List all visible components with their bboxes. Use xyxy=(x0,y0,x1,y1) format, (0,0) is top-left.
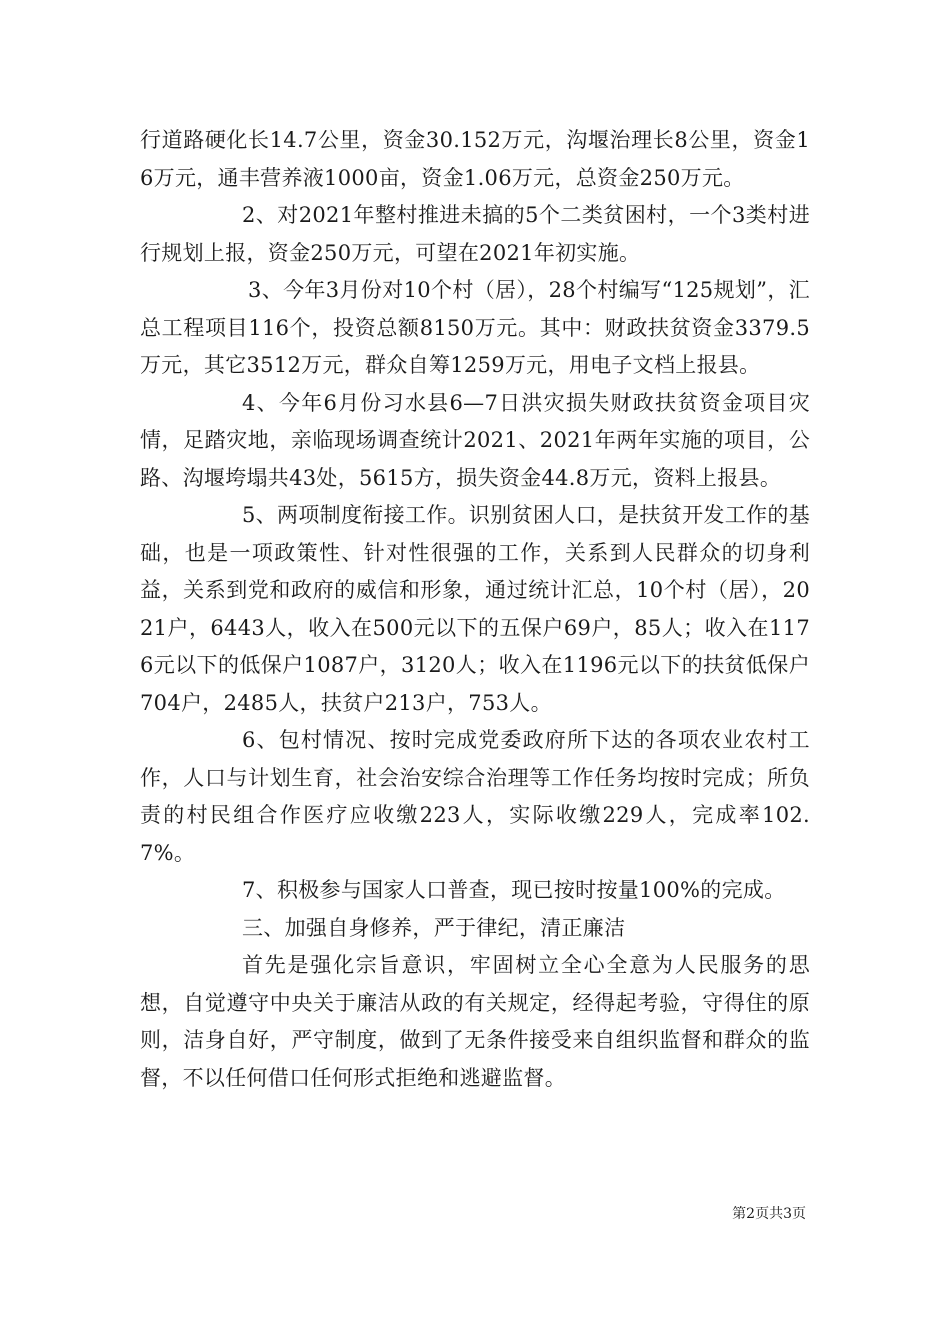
paragraph-item-7: 7、积极参与国家人口普查，现已按时按量100%的完成。 xyxy=(242,878,786,902)
document-body xyxy=(140,122,810,1097)
section-heading-3: 三、加强自身修养，严于律纪，清正廉洁 xyxy=(242,915,626,940)
paragraph-item-3: 3、今年3月份对10个村（居），28个村编写“125规划”，汇总工程项目116个，投资总额8150万元。其中：财政扶贫资金3379.5万元，其它3512万元，群众自筹1259万元，用电子文档上报县。 xyxy=(140,278,810,377)
paragraph-item-5: 5、两项制度衔接工作。识别贫困人口，是扶贫开发工作的基础，也是一项政策性、针对性很强的工作，关系到人民群众的切身利益，关系到党和政府的威信和形象，通过统计汇总，10个村（居），2021户，6443人，收入在500元以下的五保户69户，85人；收入在1176元以下的低保户1087户，3120人；收入在1196元以下的扶贫低保户704户，2485人，扶贫户213户，753人。 xyxy=(140,503,810,715)
paragraph-item-2: 2、对2021年整村推进未搞的5个二类贫困村，一个3类村进行规划上报，资金250万元，可望在2021年初实施。 xyxy=(140,203,810,265)
paragraph-item-4: 4、今年6月份习水县6—7日洪灾损失财政扶贫资金项目灾情，足踏灾地，亲临现场调查统计2021、2021年两年实施的项目，公路、沟堰垮塌共43处，5615方，损失资金44.8万元，资料上报县。 xyxy=(140,390,810,490)
paragraph-section-3-body: 首先是强化宗旨意识，牢固树立全心全意为人民服务的思想，自觉遵守中央关于廉洁从政的有关规定，经得起考验，守得住的原则，洁身自好，严守制度，做到了无条件接受来自组织监督和群众的监督，不以任何借口任何形式拒绝和逃避监督。 xyxy=(140,953,810,1090)
paragraph-item-6: 6、包村情况、按时完成党委政府所下达的各项农业农村工作，人口与计划生育，社会治安综合治理等工作任务均按时完成；所负责的村民组合作医疗应收缴223人，实际收缴229人，完成率102.7%。 xyxy=(140,728,810,865)
page-number-footer: 第2页共3页 xyxy=(732,1206,806,1222)
paragraph-continuation: 行道路硬化长14.7公里，资金30.152万元，沟堰治理长8公里，资金16万元，通丰营养液1000亩，资金1.06万元，总资金250万元。 xyxy=(140,128,810,190)
